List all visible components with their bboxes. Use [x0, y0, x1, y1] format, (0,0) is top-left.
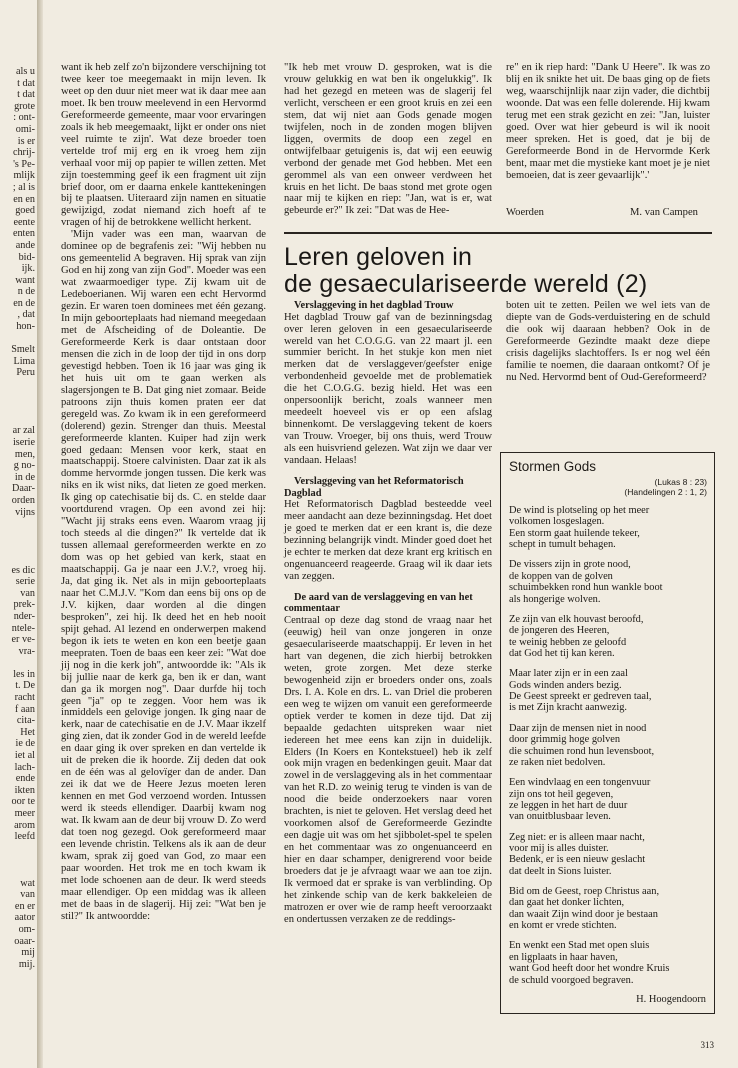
edge-text-line: arom — [14, 819, 35, 831]
edge-text-line: 's Pe- — [13, 158, 35, 170]
poem-line: door grimmig hoge golven — [509, 734, 621, 746]
letter-paragraph: want ik heb zelf zo'n bijzondere verschijning tot twee keer toe meegemaakt in mijn leven. Ik weet op den duur niet meer wat ik daar mee aan moet. Ik ben trouw meelevend in een Hervormd Gereformeerde gemeente, maar voor ervaringen zoals ik heb meegemaakt, lijkt er onder ons niet veel ruimte te zijn'. Wat deze broeder toen vertelde trof mij erg en ik vroeg hem zijn verhaal voor mij op papier te willen zetten. Met zijn toestemming geef ik een fragment uit zijn brief door, om er daarna enkele kanttekeningen bij te plaatsen. Uiteraard zijn namen en situatie gewijzigd, zodat niemand zich hoeft af te vragen of hij de betrokkene wellicht herkent. — [61, 62, 266, 229]
edge-text-line — [2, 553, 35, 565]
edge-text-line — [2, 333, 35, 345]
edge-text-line: es dic — [11, 564, 35, 576]
poem-line: De wind is plotseling op het meer — [509, 505, 650, 516]
letter-paragraph: 'Mijn vader was een man, waarvan de dominee op de begrafenis zei: "Wij hebben nu ons gemeentelid A begraven. Hij sprak van zijn God en hij zong van zijn God". Moeder was een wat zwaarmoediger type. Zij kwam uit de Ledeboerianen. Wij waren een echt Hervormd gezin. Er waren toen dominees met één gezang. In mijn geboorteplaats had niemand meegedaan met de Afscheiding of de Doleantie. De Gereformeerde Kerk is daar ontstaan door mensen die zich in de loop der tijd in ons dorp gevestigd hebben. Toen ik 16 jaar was ging ik het huis uit om te gaan werken als slagersjongen te B. Dat ging niet zomaar. Beide patroons zijn thuis komen praten eer dat geregeld was. Zo kwam ik in een gereformeerd (dolerend) gezin. Strenger dan thuis. Meestal gereformeerde klanten. Kuiper had zijn werk goed gedaan: Mensen voor kerk, staat en maatschappij. Stoere calvinisten. Daar zat ik als domme hervormde jongen tussen. Die kerk was niks en ik wist niks, dat lieten ze goed merken. Ik ging op catechisatie bij ds. C. en stelde daar voortdurend vragen. Op een avond zei hij: "Wacht jij straks eens even. Waarom vraag jij toch steeds al die dingen?" Ik vertelde dat ik tussen allemaal gereformeerden werkte en zo dom was op het gebied van kerk, staat en maatschappij. Ga je naar een J.V.?, vroeg hij. Ja, dat ging ik. Net als in mijn geboorteplaats naar het C.M.J.V. "Kom dan eens bij ons op de J.V. kijken, daar worden al die dingen besproken", zei hij. Ik deed het en heb nooit spijt gehad. Al lezend en onderwerpen makend begon ik iets te weten en kon een beetje gaan meepraten. Toen de baas een keer zei: "Wat doe jij nog in die kerk joh", antwoordde ik: "Als ik bij jullie naar de kerk ga, ben ik er dan, want dan ga ik morgen nog". Daar durfde hij toch geen "ja" op te zeggen. Voor hem was ik inmiddels een gelovige jongen. Ik ging naar de kerk, naar de catechisatie en de J.V. Maar ikzelf ging zien, dat ik zonder God in de wereld leefde en daar ging ik over spreken en dan vertelde ik uit de preken die ik hoorde. Zij deden dat ook en de één was al gelovïger dan de ander. Dan zei ik dat we de Heere Jezus moeten leren kennen en met God verzoend worden. Intussen werd ik steeds ellendiger. Daarbij kwam nog wat. Ik kwam aan de deur bij vrouw D. Zo werd dat toen nog gezegd. Ook gereformeerd maar een levende christin. Telkens als ik aan de deur kwam, sprak zij goed van God, zo maar een paar woorden. Het trok me en toch kwam ik met lode schoenen aan de deur. Ik werd steeds maar ellendiger. Op een middag was ik alleen met de baas in de slagerij. Hij zei: "Wat ben je stil?" Ik antwoordde: — [61, 229, 266, 922]
poem-line: De vissers zijn in grote nood, — [509, 559, 631, 571]
edge-text-line: n de — [17, 286, 35, 298]
article-paragraph: Centraal op deze dag stond de vraag naar het (eeuwig) heil van onze jongeren in onze gesaeculariseerde maatschappij. Er leven in het hart van degenen, die zich hierbij betrokken weten, grote zorgen. Met deze sterke bewogenheid zijn er broeders onder ons, zoals Drs. I. A. Kole en drs. L. van Driel die proberen een weg te wijzen om vanuit een gereformeerde optiek verder te komen in deze tijd. Dat zij bepaalde gedachten uitspreken waar niet iedereen het mee eens kan zijn in duidelijk. Elders (In Koers en Kontekstueel) heb ik zelf ook mijn vragen en bedenkingen geuit. Maar dat zowel in de verslaggeving als in het commentaar van het R.D. zo weinig terug te vinden is van de nood die beide onderzoekers naar voren brachten, is niet te geloven. Het verslag deed het voorkomen alsof de Gereformeerde Gezindte een dagje uit was om het sjibbolet-spel te spelen en het commentaar was zo ongenuanceerd en hier en daar schamper, denigrerend voor beide broeders dat je je afvraagt waar we aan toe zijn. Ik vermoed dat er sprake is van verblinding. Op het zinkende schip van de kerk bakkeleien de matrozen er over wie de ramp heeft veroorzaakt en ondertussen verzaken ze de reddings- — [284, 615, 492, 925]
poem-line: dan waait Zijn wind door je bestaan — [509, 908, 658, 920]
article-paragraph: Het Reformatorisch Dagblad besteedde veel meer aandacht aan deze bezinningsdag. Het doet je goed te merken dat er een krant is, die deze bezinning belangrijk vindt. Minder goed doet het je echter te merken dat deze krant erg kritisch en ongenuanceerd reageerde. Graag wil ik daar iets van zeggen. — [284, 499, 493, 582]
poem-line: de koppen van de golven — [509, 570, 613, 582]
edge-text-line — [2, 854, 35, 866]
poem-line: de jongeren des Heeren, — [509, 625, 610, 637]
edge-text-line: ende — [15, 773, 35, 785]
edge-text-line: omi- — [15, 123, 35, 135]
letter-paragraph: "Ik heb met vrouw D. gesproken, wat is die vrouw gelukkig en wat ben ik ongelukkig". Ik had het gezegd en meteen was de slagerij fel verlicht, verscheen er een groot kruis en zei een stem, dat wij niet aan Gods genade mogen twijfelen, noch in de zonden mogen blijven liggen, overmits de doop een zegel en ontwijfelbaar getuigenis is, dat wij een eeuwig verbond der genade met God hebben. Met een gerommel als van een onweer verdween het kruis en het licht. De baas stond met grote ogen naar mij te kijken en riep: "Jan, wat is er, wat gebeurde er?" Ik zei: "Dat was de Hee- — [284, 62, 492, 217]
poem-line: De Geest spreekt er gedreven taal, — [509, 691, 652, 703]
poem-stanzas — [509, 505, 709, 995]
edge-text-line: ande — [15, 239, 35, 251]
edge-text-line: Lima — [13, 355, 35, 367]
edge-text-line: aator — [14, 912, 35, 924]
poem-line: schept in tumult behagen. — [509, 539, 616, 551]
edge-text-line: t dat — [17, 77, 35, 89]
article-column-middle — [284, 300, 492, 926]
edge-text-line: wat — [20, 877, 35, 889]
poem-stanza — [509, 723, 709, 769]
edge-text-line — [2, 402, 35, 414]
edge-text-line: als u — [16, 66, 35, 77]
letter-column-left — [61, 62, 266, 923]
edge-text-line: Daar- — [12, 483, 35, 495]
edge-text-line: en en — [13, 193, 35, 205]
poem-line: en komt er vrede stichten. — [509, 920, 617, 932]
poem-stanza — [509, 668, 709, 714]
edge-text-line: mlijk — [13, 170, 35, 182]
poem-line: is met Zijn kracht aanwezig. — [509, 702, 628, 714]
poem-title: Stormen Gods — [509, 459, 597, 474]
letter-column-middle — [284, 62, 492, 217]
edge-text-line: mij. — [18, 958, 35, 970]
edge-text-line: vra- — [18, 645, 35, 657]
poem-line: want God heeft door het wondre Kruis — [509, 963, 670, 975]
poem-stanza — [509, 832, 709, 878]
article-column-right — [506, 300, 710, 384]
poem-stanza — [509, 886, 709, 932]
edge-text-line: vijns — [15, 506, 35, 518]
edge-text-line: cita- — [16, 715, 35, 727]
section-heading: Verslaggeving in het dagblad Trouw — [294, 300, 454, 311]
poem-line: Bedenk, er is een nieuw geslacht — [509, 854, 646, 866]
article-paragraph: Het dagblad Trouw gaf van de bezinningsdag over leren geloven in een gesaeculariseerde wereld van het C.O.G.G. van 22 maart jl. een summier bericht. In het stukje kon men niet merken dat de verslaggever/geefster enige verbondenheid gevoelde met de problematiek die het C.O.G.G. bezig hield. Het was een onpersoonlijk bericht, zoals wanneer men meedeelt hoeveel vis er op een afslag binnenkomt. De verslaggeving tekent de koers van Trouw. Vroeger, bij ons thuis, werd Trouw als een huisvriend gelezen. Wat zijn we daar ver vandaan. Helaas! — [284, 311, 492, 467]
poem-line: de schuld voorgoed begraven. — [509, 974, 634, 986]
edge-text-line: oaar- — [14, 935, 35, 947]
edge-text-line: leefd — [14, 831, 35, 843]
edge-text-line: serie — [15, 576, 35, 588]
edge-text-line: en er — [14, 900, 35, 912]
poem-line: dat God het tij kan keren. — [509, 648, 615, 660]
edge-text-line — [2, 379, 35, 391]
edge-text-line: om- — [18, 923, 35, 935]
edge-text-line: prek- — [13, 599, 35, 611]
poem-references: (Lukas 8 : 23) (Handelingen 2 : 1, 2) — [624, 477, 707, 497]
letter-place: Woerden — [506, 207, 544, 218]
page-number: 313 — [700, 1040, 714, 1050]
edge-text-line: lach- — [14, 761, 35, 773]
edge-text-line — [2, 530, 35, 542]
poem-stanza — [509, 559, 709, 605]
edge-text-line: iserie — [12, 437, 35, 448]
poem-line: Gods winden anders bezig. — [509, 679, 622, 691]
edge-text-line: Peru — [16, 367, 35, 379]
edge-text-line: van — [20, 587, 35, 599]
edge-text-line: f aan — [14, 703, 35, 715]
poem-stanza — [509, 940, 709, 986]
section-heading: Verslaggeving van het Reformatorisch Dagblad — [284, 475, 464, 499]
edge-text-line: goed — [15, 205, 35, 217]
edge-text-line: , dat — [17, 309, 35, 321]
letter-column-right — [506, 62, 710, 182]
letter-author: M. van Campen — [630, 207, 698, 218]
article-paragraph: boten uit te zetten. Peilen we wel iets van de diepte van de Gods-verduistering en de schuld die ook wij daaraan hebben? Ook in de Gereformeerde Gezindte maakt deze diepe crisis dagelijks slachtoffers. Is er nog wel één familie te noemen, die daaraan ontkomt? Of je nu Ned. Hervormd bent of Oud-Gereformeerd? — [506, 300, 710, 383]
edge-text-line: hon- — [16, 321, 35, 333]
poem-line: als hongerige wolven. — [509, 593, 601, 605]
poem-line: Een windvlaag en een tongenvuur — [509, 777, 651, 789]
article-title: Leren geloven in de gesaeculariseerde wereld (2) — [284, 243, 648, 298]
edge-text-line: en de — [13, 297, 35, 309]
poem-line: te weinig hebben ze geloofd — [509, 636, 627, 648]
edge-text-line: iet al — [14, 750, 35, 762]
edge-text-line: ie de — [15, 738, 35, 750]
poem-stanza — [509, 614, 709, 660]
poem-line: van onuitblusbaar leven. — [509, 811, 611, 823]
section-divider — [284, 232, 712, 234]
letter-paragraph: re" en ik riep hard: "Dank U Heere". Ik was zo blij en ik snikte het uit. De baas ging op de fiets weg, waarschijnlijk naar zijn vader, die dichtbij woonde. Dat was een felle dolerende. Hij kwam terug met een strak gezicht en zei: "Jan, luister goed. Over wat hier gebeurd is wil ik nooit meer spreken. Het is goed, dat je bij de Gereformeerde Bond in de Hervormde Kerk bent, maar met die mystieke kant moet je je niet bemoeien, dat is zeer gevaarlijk".' — [506, 62, 710, 181]
edge-text-line: Het — [20, 726, 35, 738]
edge-text-line: mij — [21, 947, 35, 959]
page-gutter — [37, 0, 43, 1068]
edge-text-line: Smelt — [11, 344, 35, 356]
poem-line: Een storm gaat huilende tekeer, — [509, 527, 640, 539]
edge-text-line: bid- — [18, 251, 35, 263]
poem-line: en ligplaats in haar haven, — [509, 951, 618, 963]
poem-line: Ze zijn van elk houvast beroofd, — [509, 613, 644, 625]
edge-text-line: ikten — [14, 784, 35, 796]
edge-text-line: les in — [13, 668, 35, 680]
edge-text-line: van — [20, 889, 35, 901]
edge-text-line — [2, 657, 35, 669]
edge-text-line — [2, 866, 35, 878]
edge-text-line: orden — [11, 494, 35, 506]
edge-text-line: ; al is — [12, 181, 35, 193]
poem-line: Zeg niet: er is alleen maar nacht, — [509, 831, 645, 843]
poem-line: Bid om de Geest, roep Christus aan, — [509, 885, 660, 897]
poem-author: H. Hoogendoorn — [636, 994, 706, 1005]
previous-page-edge-text — [2, 66, 35, 970]
poem-line: dan gaat het donker lichten, — [509, 897, 625, 909]
edge-text-line: grote — [14, 100, 35, 112]
edge-text-line: g no- — [13, 460, 35, 472]
edge-text-line: in de — [14, 471, 35, 483]
poem-line: En wenkt een Stad met open sluis — [509, 940, 650, 952]
edge-text-line: t. De — [15, 680, 35, 692]
edge-text-line: oor te — [11, 796, 35, 808]
poem-stanza — [509, 777, 709, 823]
edge-text-line — [2, 518, 35, 530]
poem-line: voor mij is alles duister. — [509, 842, 609, 854]
poem-line: volkomen losgeslagen. — [509, 516, 605, 528]
edge-text-line: racht — [14, 692, 35, 704]
edge-text-line: meer — [14, 808, 35, 819]
poem-stanza — [509, 505, 709, 551]
edge-text-line: is er — [17, 135, 35, 147]
edge-text-line: er ve- — [11, 634, 35, 646]
edge-text-line — [2, 541, 35, 553]
poem-line: Daar zijn de mensen niet in nood — [509, 722, 647, 734]
edge-text-line: ar zal — [12, 425, 35, 437]
section-heading: De aard van de verslaggeving en van het commentaar — [284, 591, 473, 615]
edge-text-line — [2, 414, 35, 426]
edge-text-line: men, — [14, 448, 35, 460]
poem-box — [500, 452, 715, 1014]
edge-text-line: nder- — [13, 610, 35, 622]
edge-text-line: : ont- — [13, 112, 35, 124]
poem-line: ze raken niet bedolven. — [509, 756, 606, 768]
poem-line: Maar later zijn er in een zaal — [509, 668, 628, 680]
poem-line: zijn ons tot heil gegeven, — [509, 788, 614, 800]
edge-text-line: ntele- — [11, 622, 35, 634]
edge-text-line: t dat — [17, 89, 35, 101]
edge-text-line: want — [15, 274, 35, 286]
edge-text-line: enten — [12, 228, 35, 240]
poem-line: dat deelt in Sions luister. — [509, 865, 612, 877]
edge-text-line: ijk. — [21, 263, 35, 275]
poem-line: die schuimen rond hun levensboot, — [509, 745, 655, 757]
edge-text-line — [2, 843, 35, 855]
edge-text-line — [2, 391, 35, 403]
poem-line: ze leggen in het hart de duur — [509, 799, 628, 811]
edge-text-line: chrij- — [12, 147, 35, 159]
poem-line: schuimbekken rond hun wankle boot — [509, 582, 663, 594]
edge-text-line: eente — [13, 216, 35, 228]
